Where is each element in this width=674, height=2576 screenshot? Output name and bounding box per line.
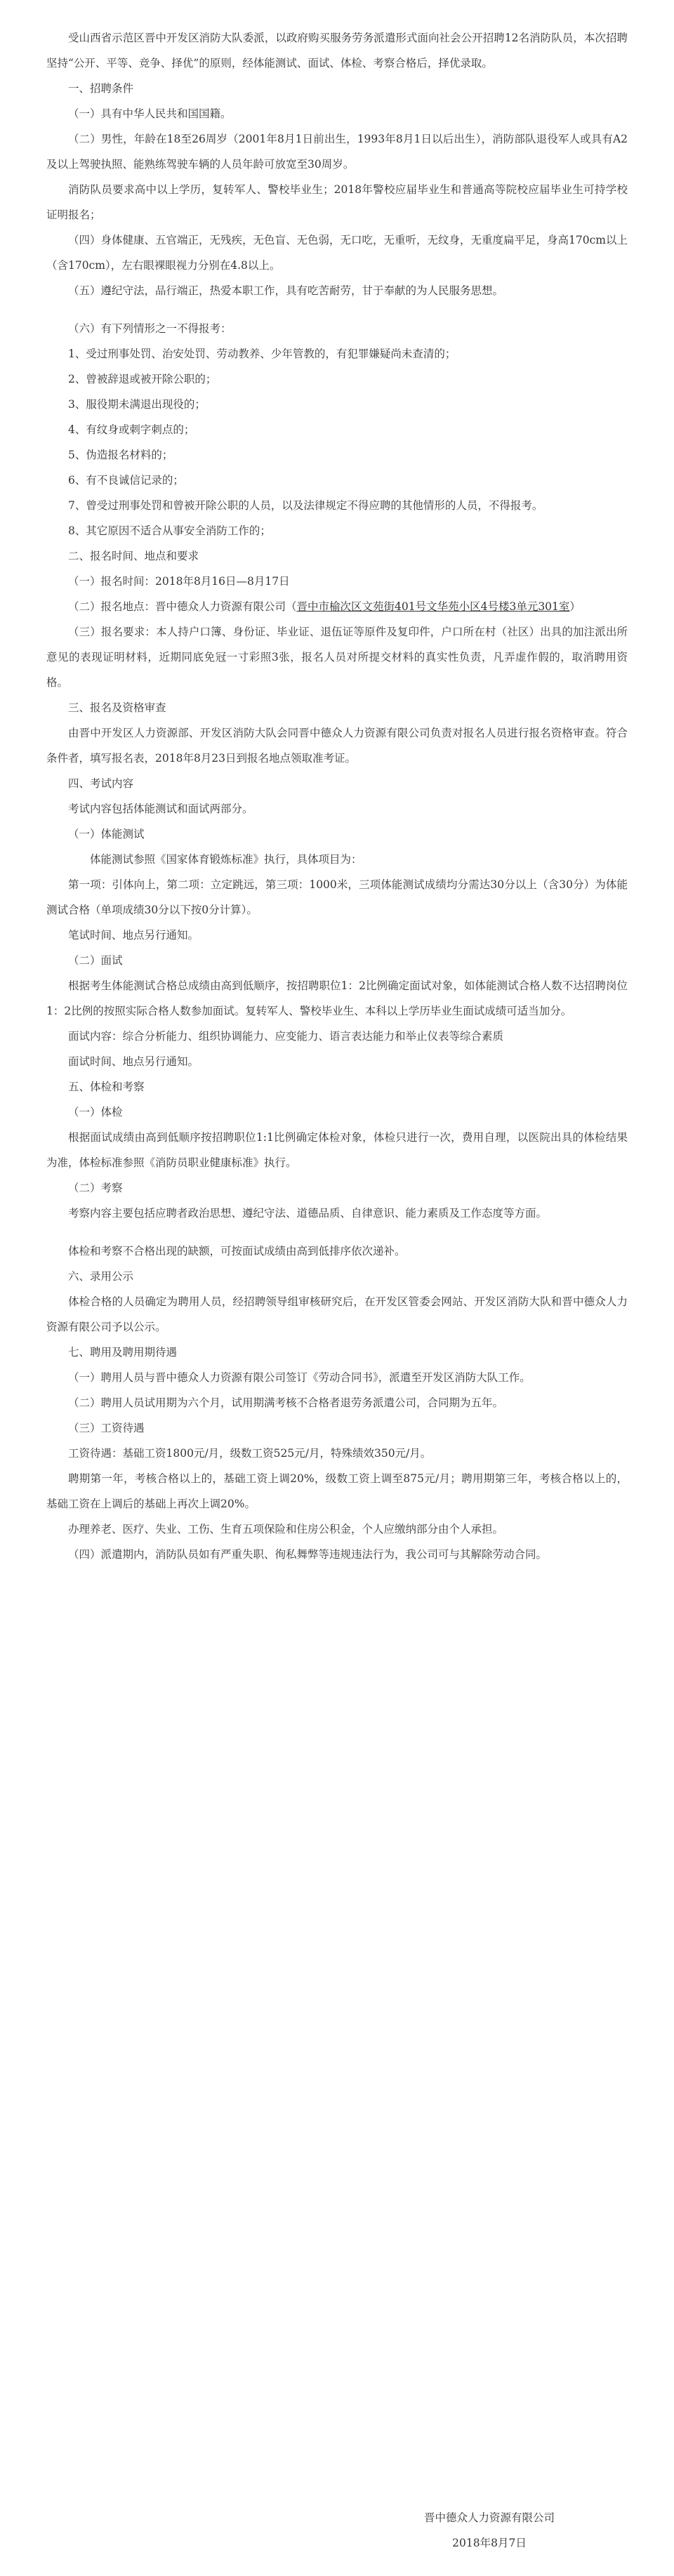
paragraph: 5、伪造报名材料的； (68, 449, 173, 461)
paragraph: 受山西省示范区晋中开发区消防大队委派，以政府购买服务劳务派遣形式面向社会公开招聘12名消防队员，本次招聘坚持“公开、平等、竞争、择优”的原则，经体能测试、面试、体检、考察合格后，择优录取。 (46, 32, 628, 70)
paragraph: 面试时间、地点另行通知。 (68, 1055, 199, 1068)
paragraph: （二）聘用人员试用期为六个月，试用期满考核不合格者退劳务派遣公司，合同期为五年。 (68, 1396, 504, 1409)
paragraph: 2、曾被辞退或被开除公职的； (68, 373, 217, 385)
paragraph: 笔试时间、地点另行通知。 (68, 929, 199, 942)
paragraph: （一）聘用人员与晋中德众人力资源有限公司签订《劳动合同书》，派遣至开发区消防大队工作。 (68, 1371, 531, 1384)
paragraph: 工资待遇：基础工资1800元/月，级数工资525元/月，特殊绩效350元/月。 (68, 1447, 432, 1460)
paragraph: 五、体检和考察 (68, 1081, 145, 1093)
paragraph: 消防队员要求高中以上学历，复转军人、警校毕业生；2018年警校应届毕业生和普通高等院校应届毕业生可持学校证明报名； (46, 183, 628, 221)
paragraph: 聘期第一年，考核合格以上的，基础工资上调20%，级数工资上调至875元/月；聘用期第三年，考核合格以上的，基础工资在上调后的基础上再次上调20%。 (46, 1472, 628, 1510)
paragraph-spacer (46, 1226, 628, 1239)
paragraph: 体检合格的人员确定为聘用人员，经招聘领导组审核研究后，在开发区管委会网站、开发区消防大队和晋中德众人力资源有限公司予以公示。 (46, 1295, 628, 1333)
signature-date: 2018年8月7日 (452, 2537, 527, 2549)
paragraph: 七、聘用及聘用期待遇 (68, 1346, 178, 1359)
paragraph: （一）体能测试 (68, 828, 145, 840)
paragraph: 1、受过刑事处罚、治安处罚、劳动教养、少年管教的，有犯罪嫌疑尚未查清的； (68, 348, 456, 360)
paragraph: 7、曾受过刑事处罚和曾被开除公职的人员，以及法律规定不得应聘的其他情形的人员，不得报考。 (68, 499, 543, 512)
paragraph: 考察内容主要包括应聘者政治思想、遵纪守法、道德品质、自律意识、能力素质及工作态度等方面。 (68, 1207, 548, 1220)
paragraph: 体能测试参照《国家体育锻炼标准》执行，具体项目为： (90, 853, 362, 866)
paragraph: 办理养老、医疗、失业、工伤、生育五项保险和住房公积金，个人应缴纳部分由个人承担。 (68, 1523, 504, 1535)
signature-company: 晋中德众人力资源有限公司 (423, 2511, 555, 2524)
paragraph: 由晋中开发区人力资源部、开发区消防大队会同晋中德众人力资源有限公司负责对报名人员进行报名资格审查。符合条件者，填写报名表，2018年8月23日到报名地点领取准考证。 (46, 727, 628, 765)
paragraph-text: （二）报名地点：晋中德众人力资源有限公司（ (68, 600, 297, 613)
paragraph: （六）有下列情形之一不得报考： (68, 322, 232, 335)
paragraph: 一、招聘条件 (68, 82, 134, 95)
paragraph (46, 594, 628, 619)
paragraph: 体检和考察不合格出现的缺额，可按面试成绩由高到低排序依次递补。 (68, 1245, 406, 1257)
paragraph: 面试内容：综合分析能力、组织协调能力、应变能力、语言表达能力和举止仪表等综合素质 (68, 1030, 504, 1043)
paragraph: （一）报名时间：2018年8月16日—8月17日 (68, 575, 290, 588)
paragraph: （三）报名要求：本人持户口簿、身份证、毕业证、退伍证等原件及复印件，户口所在村（社区）出具的加注派出所意见的表现证明材料，近期同底免冠一寸彩照3张，报名人员对所提交材料的真实性负责，凡弄虚作假的，取消聘用资格。 (46, 626, 628, 689)
paragraph: 六、录用公示 (68, 1270, 134, 1283)
paragraph: 8、其它原因不适合从事安全消防工作的； (68, 524, 271, 537)
paragraph: 根据考生体能测试合格总成绩由高到低顺序，按招聘职位1：2比例确定面试对象，如体能测试合格人数不达招聘岗位1：2比例的按照实际合格人数参加面试。复转军人、警校毕业生、本科以上学历毕业生面试成绩可适当加分。 (46, 979, 628, 1017)
paragraph: （二）考察 (68, 1182, 123, 1194)
notice-body (46, 25, 628, 1567)
paragraph: （二）男性，年龄在18至26周岁（2001年8月1日前出生，1993年8月1日以后出生），消防部队退役军人或具有A2及以上驾驶执照、能熟练驾驶车辆的人员年龄可放宽至30周岁。 (46, 133, 628, 171)
signature-block (424, 2505, 555, 2556)
paragraph: 考试内容包括体能测试和面试两部分。 (68, 802, 253, 815)
paragraph: 6、有不良诚信记录的； (68, 474, 184, 487)
paragraph: 3、服役期未满退出现役的； (68, 398, 206, 411)
paragraph: 四、考试内容 (68, 777, 134, 790)
paragraph: 第一项：引体向上，第二项：立定跳远，第三项：1000米，三项体能测试成绩均分需达30分以上（含30分）为体能测试合格（单项成绩30分以下按0分计算）。 (46, 878, 628, 916)
paragraph: （二）面试 (68, 954, 123, 967)
paragraph: 二、报名时间、地点和要求 (68, 550, 199, 562)
paragraph: （四）身体健康、五官端正，无残疾，无色盲、无色弱，无口吃，无重听，无纹身，无重度扁平足，身高170cm以上（含170cm），左右眼裸眼视力分别在4.8以上。 (46, 234, 628, 272)
paragraph: （一）体检 (68, 1106, 123, 1118)
underlined-address: 晋中市榆次区文苑街401号文华苑小区4号楼3单元301室 (296, 600, 570, 613)
paragraph-spacer (46, 303, 628, 316)
paragraph: （五）遵纪守法，品行端正，热爱本职工作，具有吃苦耐劳，甘于奉献的为人民服务思想。 (68, 284, 504, 297)
paragraph-text: ） (569, 600, 581, 613)
paragraph: （四）派遣期内，消防队员如有严重失职、徇私舞弊等违规违法行为，我公司可与其解除劳动合同。 (68, 1548, 548, 1561)
paragraph: 三、报名及资格审查 (68, 701, 166, 714)
paragraph: （三）工资待遇 (68, 1422, 145, 1434)
paragraph: 根据面试成绩由高到低顺序按招聘职位1:1比例确定体检对象，体检只进行一次，费用自理，以医院出具的体检结果为准，体检标准参照《消防员职业健康标准》执行。 (46, 1131, 628, 1169)
paragraph: 4、有纹身或刺字刺点的； (68, 423, 195, 436)
paragraph: （一）具有中华人民共和国国籍。 (68, 107, 232, 120)
